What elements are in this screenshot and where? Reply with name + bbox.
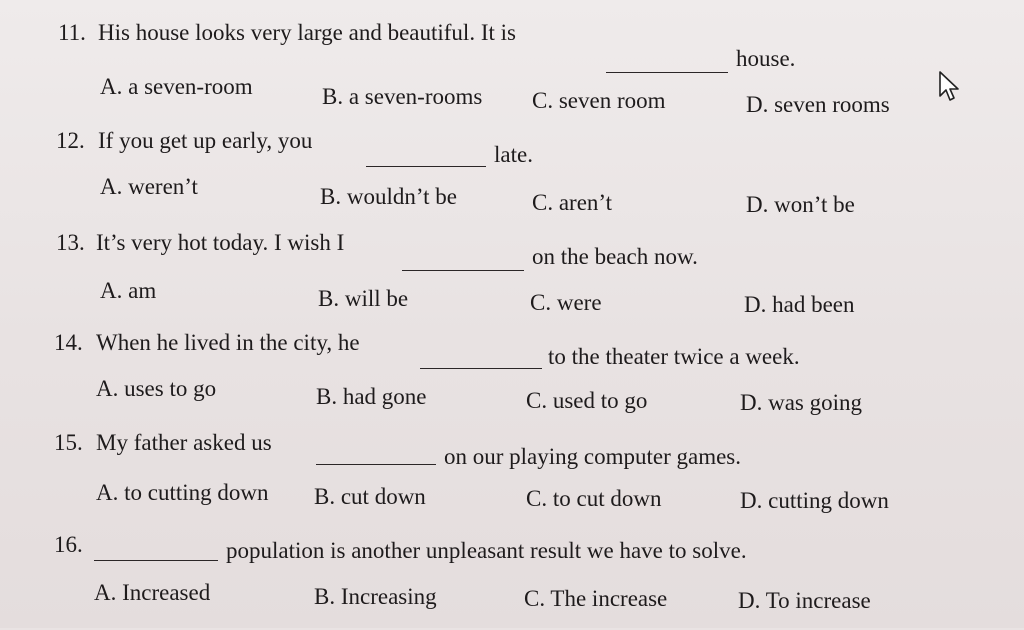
answer-blank	[94, 560, 218, 561]
question-13	[0, 230, 1024, 330]
option-c: C. The increase	[524, 586, 668, 611]
question-text-end: to the theater twice a week.	[548, 344, 800, 369]
option-d: D. was going	[740, 390, 863, 415]
answer-blank	[420, 368, 542, 369]
option-d: D. To increase	[738, 588, 871, 613]
question-number: 12.	[56, 128, 85, 153]
question-number: 13.	[56, 230, 85, 255]
question-text: If you get up early, you	[98, 128, 313, 153]
mouse-pointer-icon	[938, 70, 962, 104]
option-b: B. cut down	[314, 484, 426, 509]
question-number: 11.	[58, 20, 86, 45]
option-b: B. had gone	[316, 384, 427, 409]
answer-blank	[316, 464, 436, 465]
option-a: A. Increased	[94, 580, 211, 605]
option-c: C. to cut down	[526, 486, 662, 511]
option-d: D. had been	[744, 292, 855, 317]
option-c: C. seven room	[532, 88, 666, 113]
question-16	[0, 530, 1024, 630]
question-text: population is another unpleasant result we have to solve.	[226, 538, 747, 563]
question-14	[0, 330, 1024, 430]
question-text-end: late.	[494, 142, 533, 167]
option-b: B. wouldn’t be	[320, 184, 457, 209]
option-b: B. a seven-rooms	[322, 84, 483, 109]
option-b: B. will be	[318, 286, 409, 311]
option-c: C. were	[530, 290, 602, 315]
option-b: B. Increasing	[314, 584, 437, 609]
question-text: My father asked us	[96, 430, 272, 455]
question-text-end: house.	[736, 46, 796, 71]
question-number: 15.	[54, 430, 83, 455]
option-c: C. used to go	[526, 388, 648, 413]
answer-blank	[366, 166, 486, 167]
option-d: D. won’t be	[746, 192, 855, 217]
question-text: When he lived in the city, he	[96, 330, 360, 355]
question-text: It’s very hot today. I wish I	[96, 230, 345, 255]
question-number: 16.	[54, 532, 83, 557]
question-12	[0, 128, 1024, 228]
question-number: 14.	[54, 330, 83, 355]
question-11	[0, 20, 1024, 120]
option-a: A. a seven-room	[100, 74, 253, 99]
option-c: C. aren’t	[532, 190, 613, 215]
question-text-end: on the beach now.	[532, 244, 698, 269]
option-a: A. to cutting down	[96, 480, 269, 505]
question-15	[0, 430, 1024, 530]
option-a: A. weren’t	[100, 174, 198, 199]
answer-blank	[402, 270, 524, 271]
question-text-end: on our playing computer games.	[444, 444, 742, 469]
option-a: A. uses to go	[96, 376, 217, 401]
option-d: D. seven rooms	[746, 92, 890, 117]
answer-blank	[606, 72, 728, 73]
question-text: His house looks very large and beautiful. It is	[98, 20, 516, 45]
option-a: A. am	[100, 278, 157, 303]
option-d: D. cutting down	[740, 488, 889, 513]
